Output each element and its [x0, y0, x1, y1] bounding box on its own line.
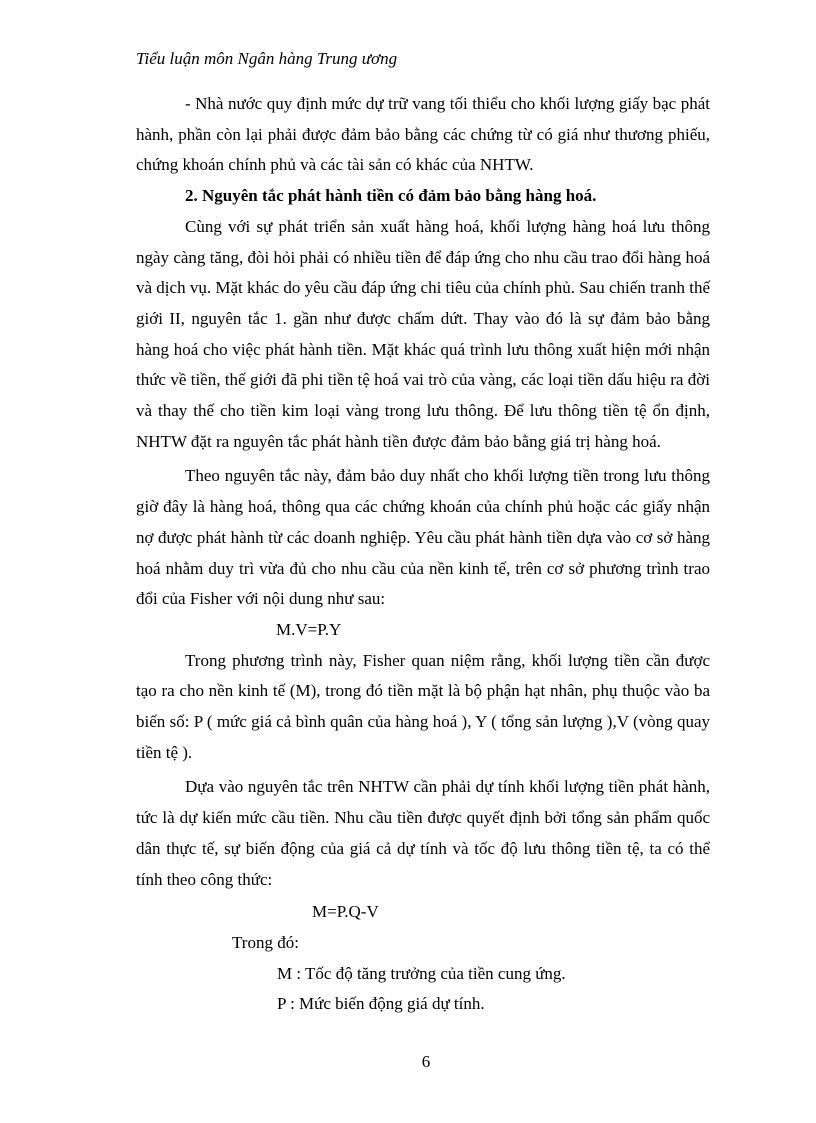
paragraph-principle: Theo nguyên tắc này, đảm bảo duy nhất cho khối lượng tiền trong lưu thông giờ đây là hàng hoá, thông qua các chứng khoán của chính phủ hoặc các giấy nhận nợ được phát hành từ các doanh nghiệp. Yêu cầu phát hành tiền dựa vào cơ sở hàng hoá nhằm duy trì vừa đủ cho nhu cầu của nền kinh tế, trên cơ sở phương trình trao đổi của Fisher với nội dung như sau:: [136, 466, 710, 609]
fisher-equation: M.V=P.Y: [276, 619, 342, 639]
paragraph-fisher: Trong phương trình này, Fisher quan niệm rằng, khối lượng tiền cần được tạo ra cho nền kinh tế (M), trong đó tiền mặt là bộ phận hạt nhân, phụ thuộc vào ba biến số: P ( mức giá cả bình quân của hàng hoá ), Y ( tổng sản lượng ),V (vòng quay tiền tệ ).: [136, 650, 710, 762]
definition-p: P : Mức biến động giá dự tính.: [277, 994, 485, 1014]
money-growth-formula: M=P.Q-V: [312, 902, 379, 922]
paragraph-money-demand: Dựa vào nguyên tắc trên NHTW cần phải dự tính khối lượng tiền phát hành, tức là dự kiến mức cầu tiền. Nhu cầu tiền được quyết định bởi tổng sản phẩm quốc dân thực tế, sự biến động của giá cả dự tính và tốc độ lưu thông tiền tệ, ta có thể tính theo công thức:: [136, 777, 710, 889]
definition-m: M : Tốc độ tăng trưởng của tiền cung ứng.: [277, 963, 566, 983]
where-label: Trong đó:: [232, 932, 299, 952]
section-heading: 2. Nguyên tắc phát hành tiền có đảm bảo bằng hàng hoá.: [185, 186, 597, 206]
running-header: Tiểu luận môn Ngân hàng Trung ương: [136, 49, 398, 68]
page-number: 6: [421, 1052, 431, 1071]
paragraph-reserve-rule: - Nhà nước quy định mức dự trữ vang tối thiểu cho khối lượng giấy bạc phát hành, phần còn lại phải được đảm bảo bằng các chứng từ có giá như thương phiếu, chứng khoán chính phủ và các tài sản có khác của NHTW.: [136, 94, 710, 175]
paragraph-goods-backed: Cùng với sự phát triển sản xuất hàng hoá, khối lượng hàng hoá lưu thông ngày càng tăng, đòi hỏi phải có nhiều tiền để đáp ứng cho nhu cầu trao đổi hàng hoá và dịch vụ. Mặt khác do yêu cầu đáp ứng chi tiêu của chính phủ. Sau chiến tranh thế giới II, nguyên tắc 1. gần như được chấm dứt. Thay vào đó là sự đảm bảo bằng hàng hoá cho việc phát hành tiền. Mặt khác quá trình lưu thông xuất hiện mới nhận thức về tiền, thế giới đã phi tiền tệ hoá vai trò của vàng, các loại tiền dấu hiệu ra đời và thay thế cho tiền kim loại vàng trong lưu thông. Để lưu thông tiền tệ ổn định, NHTW đặt ra nguyên tắc phát hành tiền được đảm bảo bằng giá trị hàng hoá.: [136, 216, 710, 451]
page-body: [136, 89, 710, 1020]
